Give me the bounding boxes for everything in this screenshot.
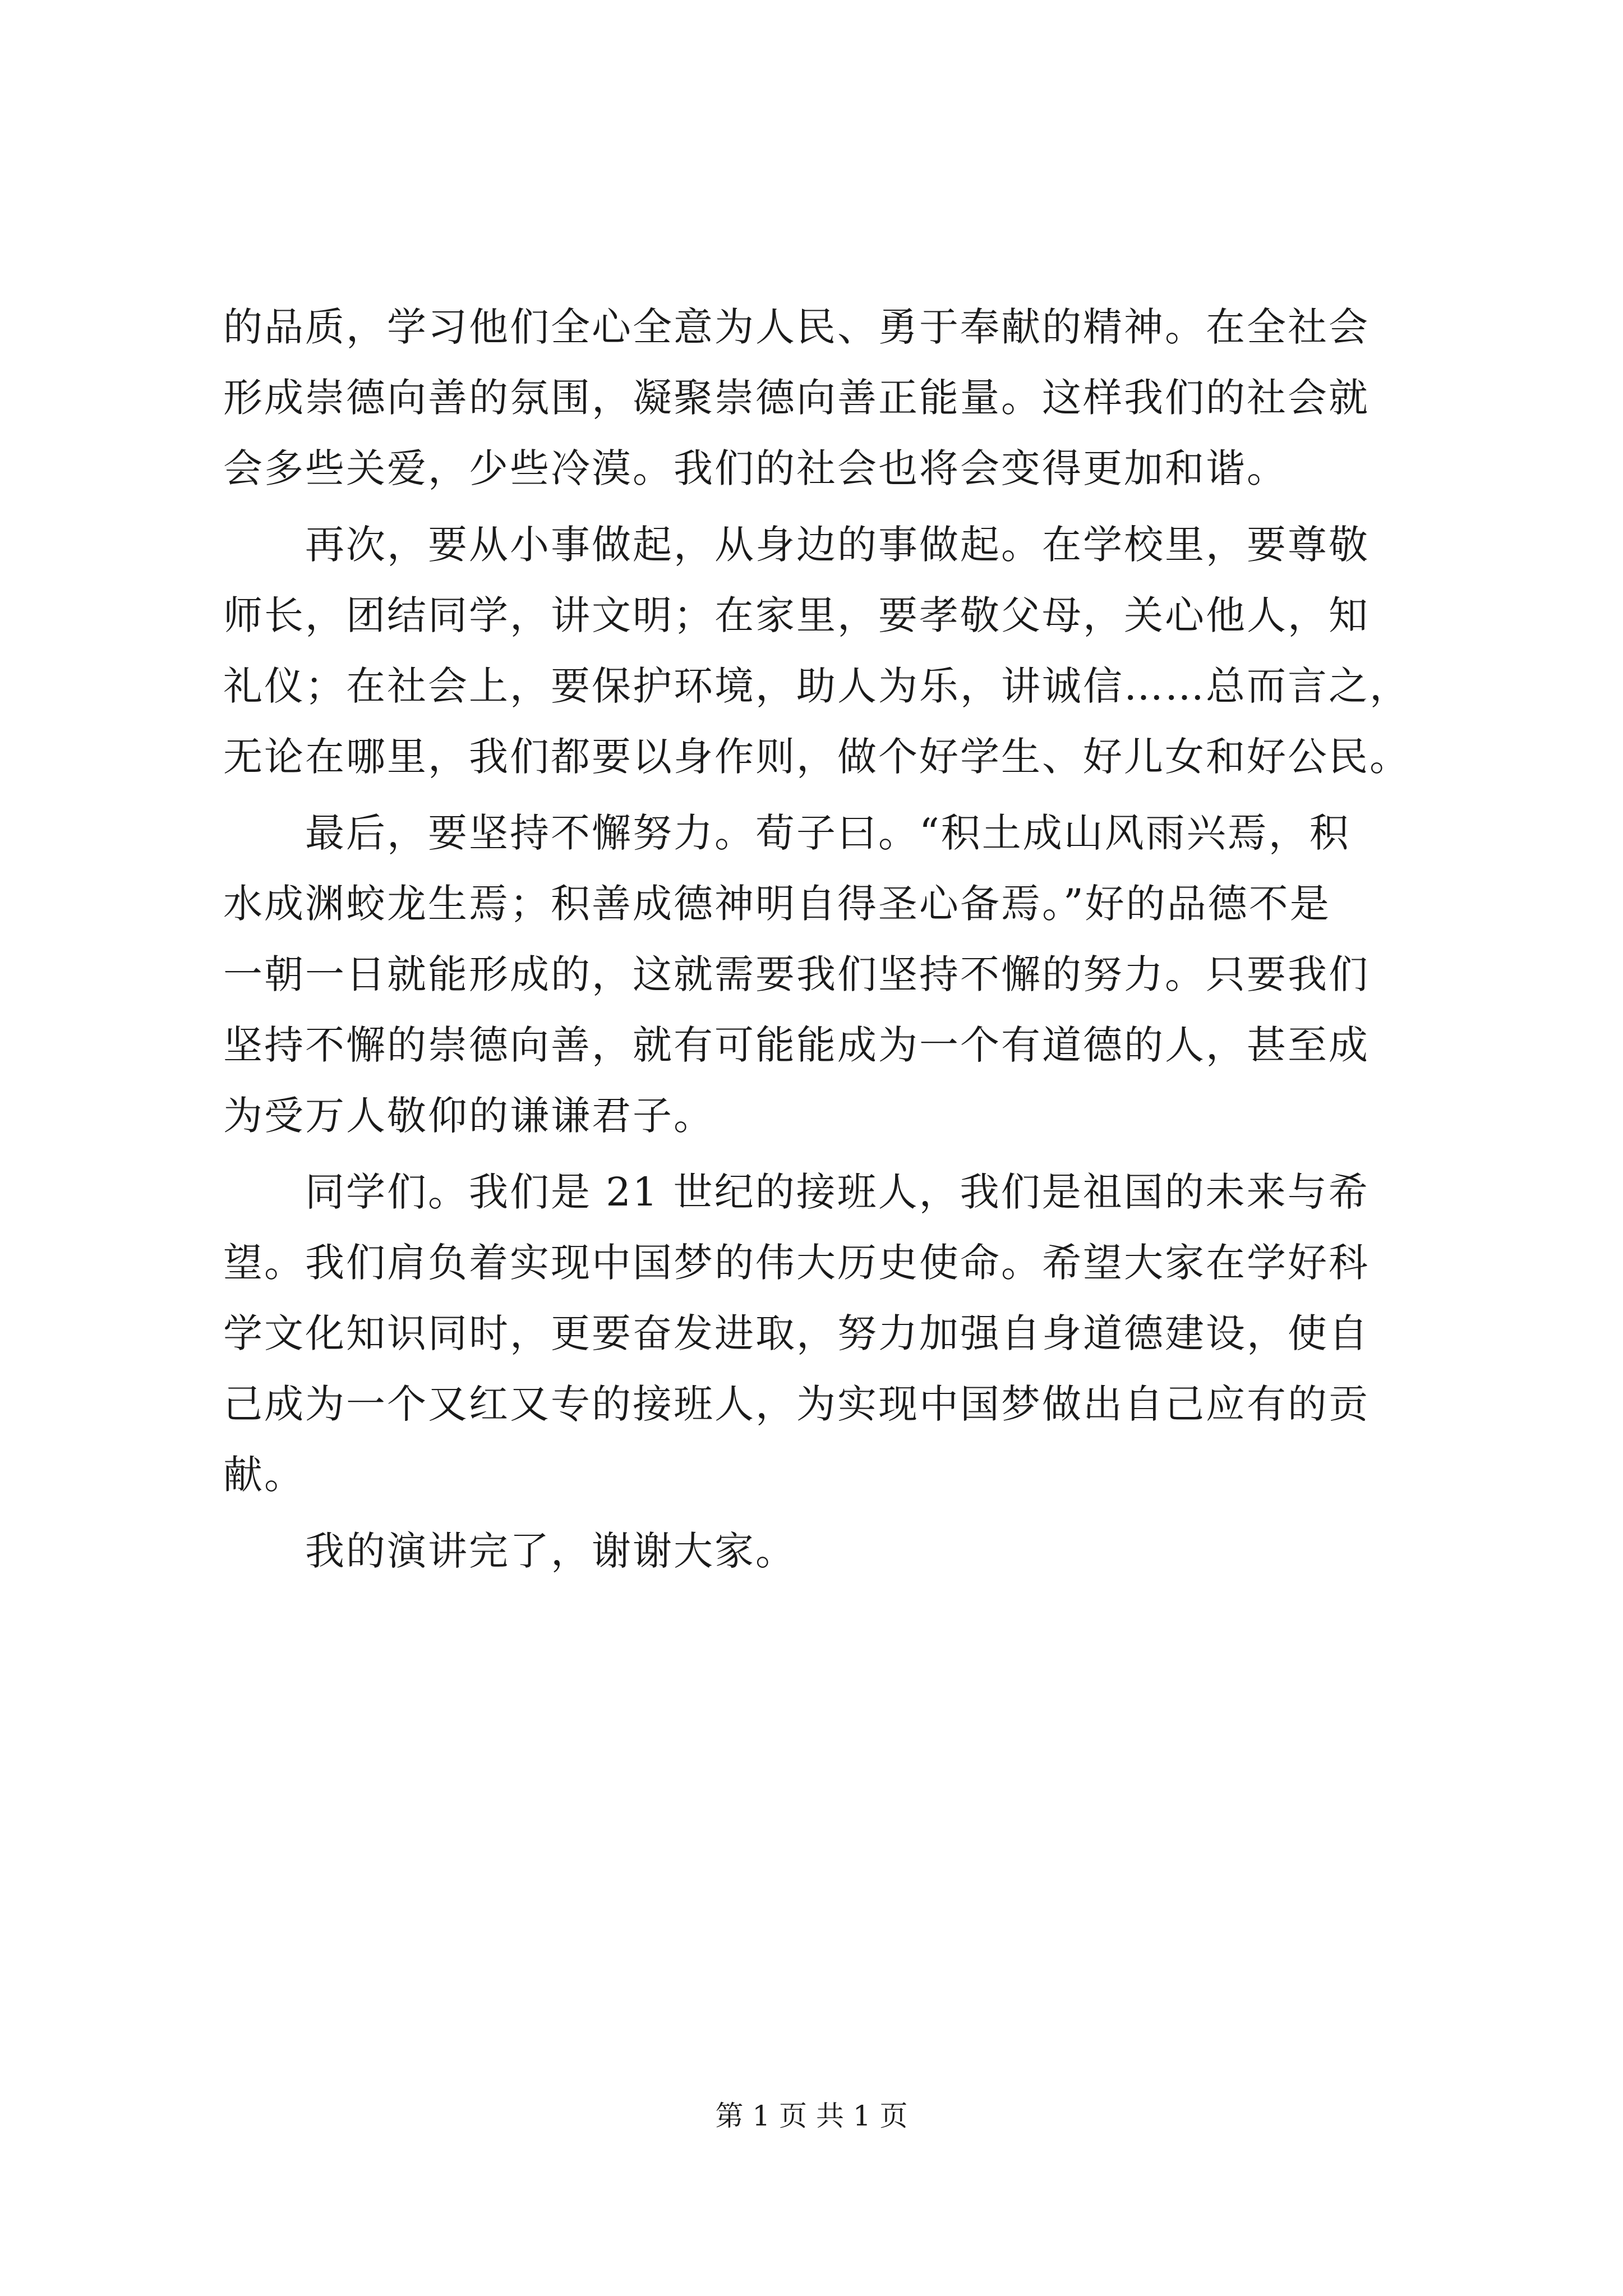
text-line: 礼仪；在社会上，要保护环境，助人为乐，讲诚信……总而言之，: [223, 663, 1410, 709]
text-line: 水成渊蛟龙生焉；积善成德神明自得圣心备焉。”好的品德不是: [223, 881, 1331, 927]
text-line: 学文化知识同时，更要奋发进取，努力加强自身道德建设，使自: [223, 1310, 1370, 1356]
paragraph: [223, 292, 1423, 504]
paragraph: [223, 1516, 1423, 1586]
text-line: 己成为一个又红又专的接班人，为实现中国梦做出自己应有的贡: [223, 1381, 1370, 1427]
text-line: 我的演讲完了，谢谢大家。: [223, 1528, 796, 1574]
text-line: 坚持不懈的崇德向善，就有可能能成为一个有道德的人，甚至成: [223, 1022, 1370, 1068]
text-line: 无论在哪里，我们都要以身作则，做个好学生、好儿女和好公民。: [223, 734, 1410, 780]
text-line: 为受万人敬仰的谦谦君子。: [223, 1093, 714, 1139]
paragraph: [223, 509, 1423, 792]
page-number-footer: 第 1 页 共 1 页: [715, 2100, 908, 2132]
text-line: 的品质，学习他们全心全意为人民、勇于奉献的精神。在全社会: [223, 304, 1370, 350]
text-line: 形成崇德向善的氛围，凝聚崇德向善正能量。这样我们的社会就: [223, 375, 1370, 421]
text-line: 最后，要坚持不懈努力。荀子曰。“积土成山风雨兴焉，积: [223, 810, 1350, 856]
text-line: 望。我们肩负着实现中国梦的伟大历史使命。希望大家在学好科: [223, 1240, 1370, 1286]
text-line: 献。: [223, 1452, 305, 1498]
document-body: [223, 292, 1423, 1586]
text-line: 会多些关爱，少些冷漠。我们的社会也将会变得更加和谐。: [223, 445, 1288, 491]
paragraph: [223, 798, 1423, 1151]
text-line: 师长，团结同学，讲文明；在家里，要孝敬父母，关心他人，知: [223, 592, 1370, 638]
text-line: 再次，要从小事做起，从身边的事做起。在学校里，要尊敬: [223, 522, 1370, 568]
text-line: 同学们。我们是 21 世纪的接班人，我们是祖国的未来与希: [223, 1169, 1370, 1215]
paragraph: [223, 1157, 1423, 1510]
text-line: 一朝一日就能形成的，这就需要我们坚持不懈的努力。只要我们: [223, 951, 1370, 997]
